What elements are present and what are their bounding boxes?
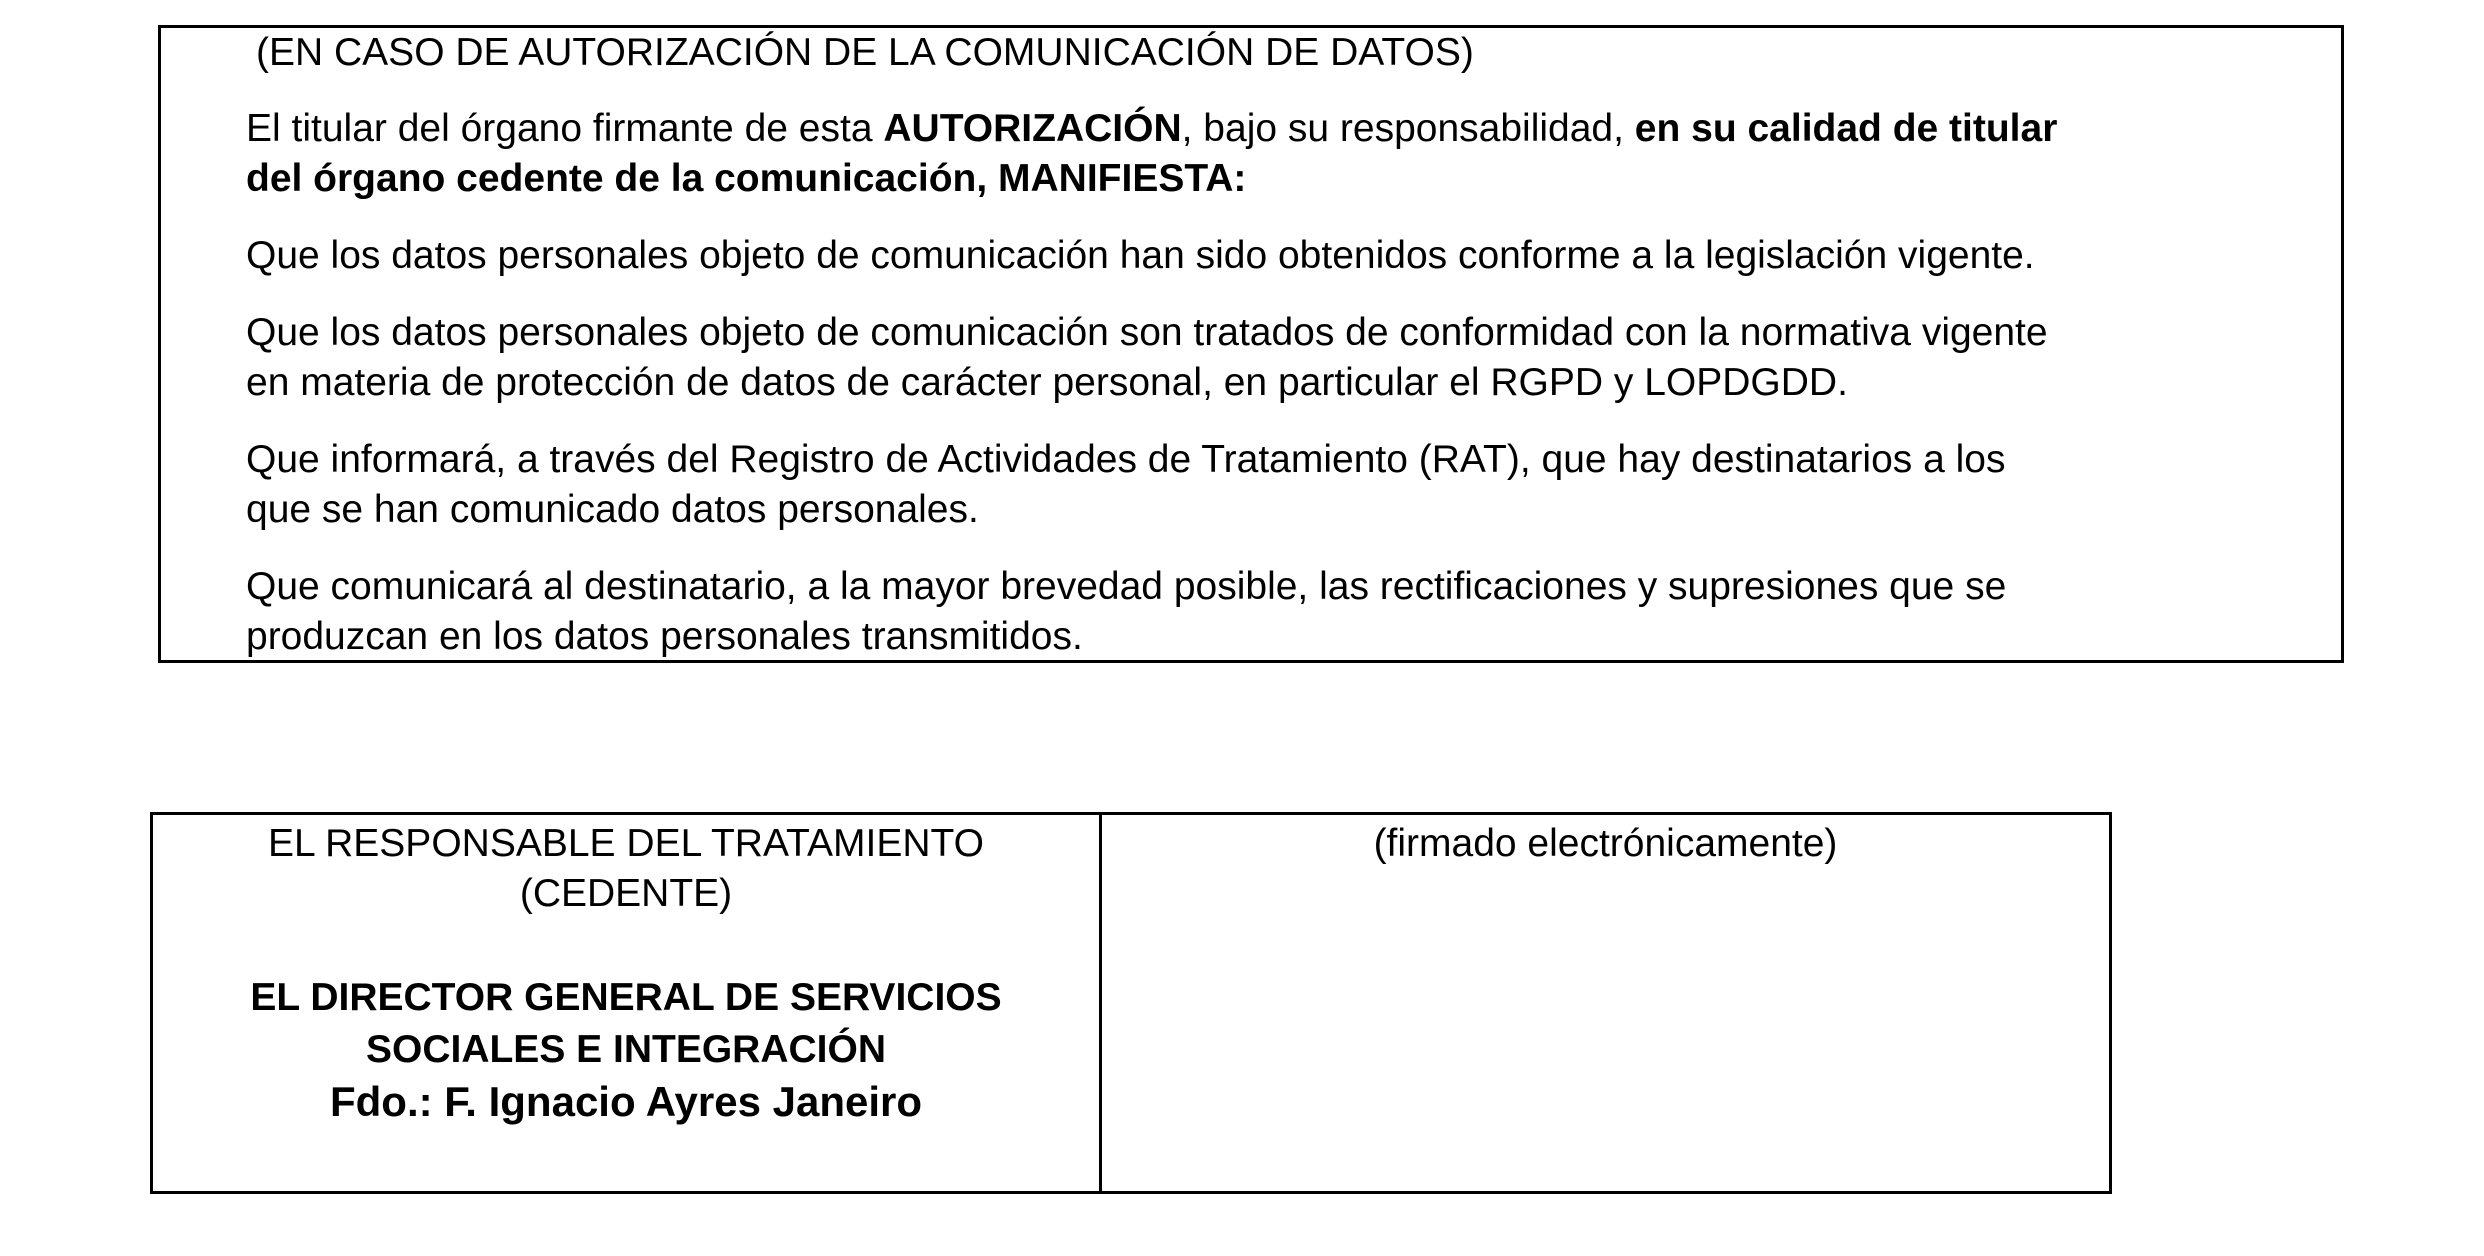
- intro-bold-capacity: en su calidad de titular: [1634, 107, 2058, 150]
- signature-divider: [1099, 815, 1102, 1191]
- intro-bold-manifiesta: del órgano cedente de la comunicación, MANIFIESTA:: [246, 157, 1247, 200]
- intro-text-2: , bajo su responsabilidad,: [1181, 107, 1635, 150]
- signed-by: Fdo.: F. Ignacio Ayres Janeiro: [329, 1078, 923, 1125]
- responsible-role-line-1: EL RESPONSABLE DEL TRATAMIENTO: [268, 822, 984, 865]
- intro-bold-authorization: AUTORIZACIÓN: [883, 107, 1182, 150]
- statement-4-line-1: Que comunicará al destinatario, a la mayor brevedad posible, las rectificaciones y supresiones que se: [246, 565, 2007, 608]
- signature-table: [150, 812, 2112, 1194]
- statement-1-line-1: Que los datos personales objeto de comunicación han sido obtenidos conforme a la legislación vigente.: [246, 234, 2035, 277]
- authorization-heading: (EN CASO DE AUTORIZACIÓN DE LA COMUNICACIÓN DE DATOS): [256, 31, 1474, 74]
- statement-2-line-1: Que los datos personales objeto de comunicación son tratados de conformidad con la normativa vigente: [246, 311, 2048, 354]
- statement-4-line-2: produzcan en los datos personales transmitidos.: [246, 615, 1083, 658]
- statement-3-line-1: Que informará, a través del Registro de Actividades de Tratamiento (RAT), que hay destinatarios a los: [246, 438, 2006, 481]
- statement-2-line-2: en materia de protección de datos de carácter personal, en particular el RGPD y LOPDGDD.: [246, 361, 1848, 404]
- statement-3-line-2: que se han comunicado datos personales.: [246, 488, 979, 531]
- intro-line-2: [246, 154, 1246, 204]
- director-title-line-2: SOCIALES E INTEGRACIÓN: [365, 1028, 887, 1071]
- intro-text-1: El titular del órgano firmante de esta: [246, 107, 884, 150]
- electronic-signature-note: (firmado electrónicamente): [1373, 822, 1838, 865]
- intro-line-1: [246, 104, 2057, 154]
- responsible-role-line-2: (CEDENTE): [519, 872, 733, 915]
- director-title-line-1: EL DIRECTOR GENERAL DE SERVICIOS: [250, 976, 1002, 1019]
